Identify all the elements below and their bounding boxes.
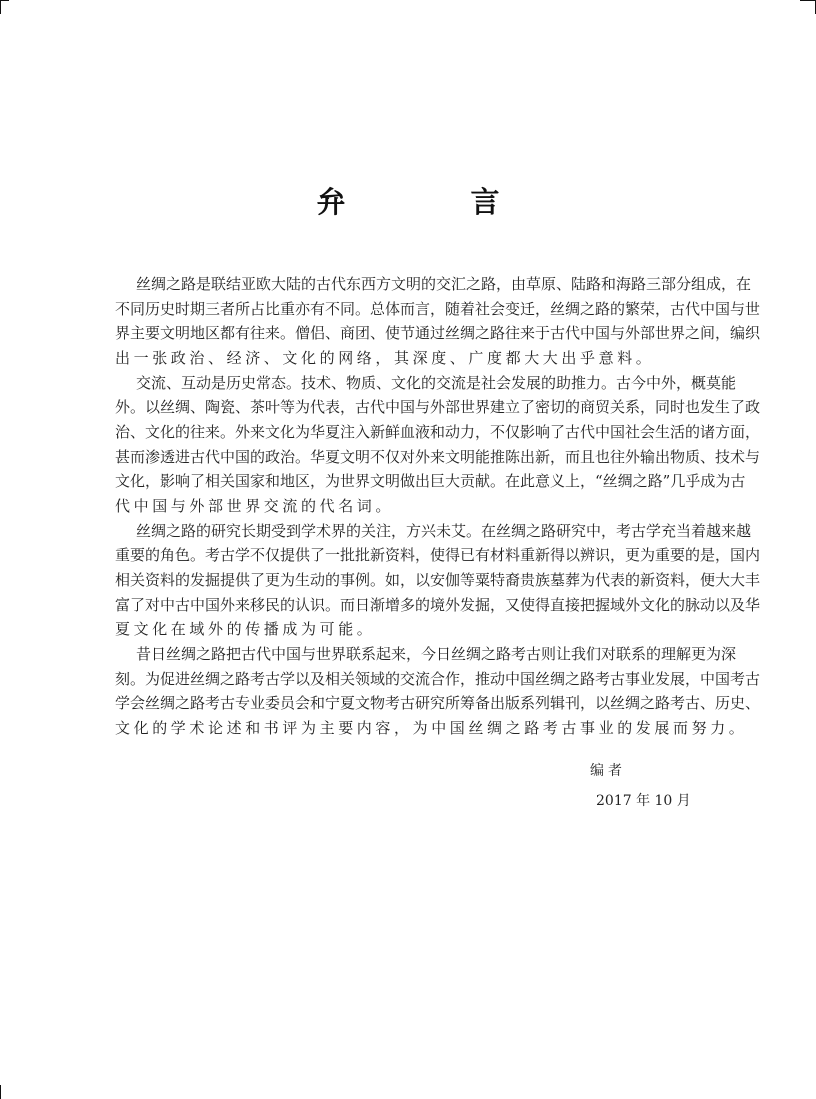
text-line: 治、文化的往来。外来文化为华夏注入新鲜血液和动力，不仅影响了古代中国社会生活的诸方面， [115, 422, 761, 441]
text-line: 刻。为促进丝绸之路考古学以及相关领域的交流合作，推动中国丝绸之路考古事业发展，中国考古 [115, 669, 761, 688]
text-line: 相关资料的发掘提供了更为生动的事例。如，以安伽等粟特裔贵族墓葬为代表的新资料，便大大丰 [115, 570, 761, 589]
text-line: 交流、互动是历史常态。技术、物质、文化的交流是社会发展的助推力。古今中外，概莫能 [136, 373, 737, 392]
paragraph [115, 642, 761, 741]
preface-body [115, 272, 761, 740]
text-line: 外。以丝绸、陶瓷、茶叶等为代表，古代中国与外部世界建立了密切的商贸关系，同时也发生了政 [115, 398, 761, 417]
text-line: 文化的学术论述和书评为主要内容，为中国丝绸之路考古事业的发展而努力。 [115, 718, 748, 737]
text-line: 夏文化在域外的传播成为可能。 [115, 620, 376, 639]
crop-mark-bottom-left [0, 1085, 1, 1099]
text-line: 丝绸之路是联结亚欧大陆的古代东西方文明的交汇之路，由草原、陆路和海路三部分组成，在 [136, 275, 752, 293]
text-line: 界主要文明地区都有往来。僧侣、商团、使节通过丝绸之路往来于古代中国与外部世界之间，编织 [115, 324, 761, 343]
crop-mark-top-right-h [800, 0, 816, 1]
text-line: 出一张政治、经济、文化的网络，其深度、广度都大大出乎意料。 [115, 348, 655, 367]
text-line: 丝绸之路的研究长期受到学术界的关注，方兴未艾。在丝绸之路研究中，考古学充当着越来越 [136, 521, 752, 540]
paragraph [115, 272, 761, 371]
text-line: 不同历史时期三者所占比重亦有不同。总体而言，随着社会变迁，丝绸之路的繁荣，古代中国与世 [115, 299, 761, 318]
signature: 编者 [590, 763, 626, 779]
crop-mark-top-left [0, 0, 1, 14]
date: 2017 年 10 月 [596, 793, 691, 809]
paragraph [115, 519, 761, 642]
crop-mark-top-left-h [0, 0, 9, 1]
text-line: 重要的角色。考古学不仅提供了一批批新资料，使得已有材料重新得以辨识，更为重要的是，国内 [115, 546, 761, 565]
paragraph [115, 371, 761, 519]
text-line: 代中国与外部世界交流的代名词。 [115, 496, 395, 515]
text-line: 甚而渗透进古代中国的政治。华夏文明不仅对外来文明能推陈出新，而且也往外输出物质、技术与 [115, 447, 761, 466]
text-line: 富了对中古中国外来移民的认识。而日渐增多的境外发掘，又使得直接把握域外文化的脉动以及华 [115, 595, 761, 614]
text-line: 文化，影响了相关国家和地区，为世界文明做出巨大贡献。在此意义上，“丝绸之路”几乎成为古 [115, 472, 746, 491]
page-title: 弁 言 [316, 185, 548, 219]
text-line: 昔日丝绸之路把古代中国与世界联系起来，今日丝绸之路考古则让我们对联系的理解更为深 [136, 644, 737, 663]
text-line: 学会丝绸之路考古专业委员会和宁夏文物考古研究所筹备出版系列辑刊，以丝绸之路考古、历史、 [115, 694, 761, 713]
